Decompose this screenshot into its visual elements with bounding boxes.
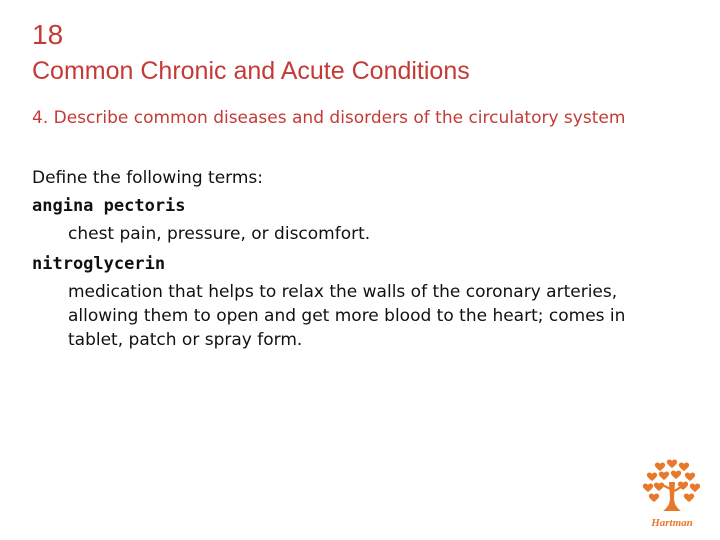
slide-body (32, 166, 672, 352)
term-nitroglycerin: nitroglycerin (32, 254, 166, 274)
chapter-title: Common Chronic and Acute Conditions (32, 57, 470, 85)
definition-angina-pectoris: chest pain, pressure, or discomfort. (68, 224, 371, 244)
learning-objective: 4. Describe common diseases and disorders of the circulatory system (32, 108, 626, 128)
chapter-number: 18 (32, 19, 64, 50)
intro-text: Define the following terms: (32, 168, 263, 188)
logo-wordmark: Hartman (651, 517, 693, 529)
hartman-logo (638, 456, 706, 532)
term-angina-pectoris: angina pectoris (32, 196, 186, 216)
heart-tree-icon (643, 460, 700, 511)
definition-nitroglycerin: medication that helps to relax the walls of the coronary arteries, allowing them to open and get more blood to the heart; comes in tablet, patch or spray form. (68, 282, 626, 350)
